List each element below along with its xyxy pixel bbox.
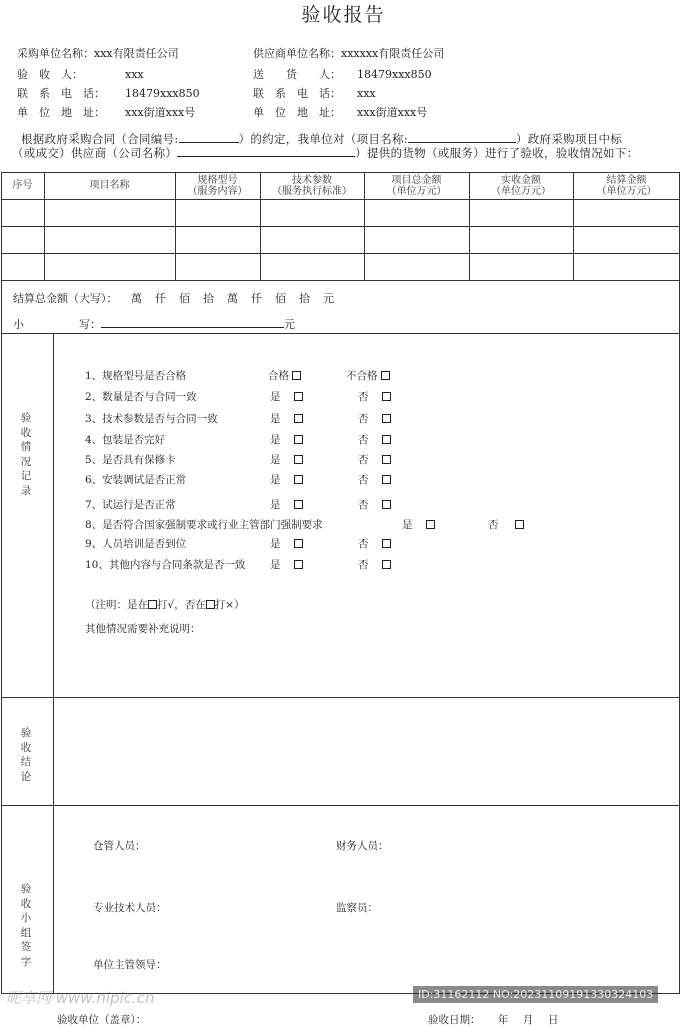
purchaser-row — [17, 45, 179, 61]
check-item-text: 5、是否具有保修卡 — [85, 454, 176, 466]
address-label: 单 位 地 址： — [17, 106, 105, 119]
acceptance-date-value: 年 月 日 — [497, 1014, 561, 1026]
checkbox[interactable] — [426, 520, 435, 529]
checkbox[interactable] — [382, 392, 391, 401]
other-notes-label: 其他情况需要补充说明： — [85, 623, 201, 635]
acceptance-date-row — [428, 1012, 560, 1027]
record-section-label: 验收情况记录 — [20, 412, 32, 497]
deliverer-value: 18479xxx850 — [357, 68, 432, 81]
acceptor-label: 验 收 人： — [17, 68, 83, 81]
divider — [1, 333, 680, 334]
checkbox-sample — [206, 600, 215, 609]
finance-sign-label: 财务人员： — [336, 840, 389, 852]
watermark-logo: 昵享网 www.nipic.cn — [6, 989, 155, 1007]
conclusion-section-label: 验收结论 — [20, 727, 32, 783]
divider — [1, 280, 680, 281]
checkbox[interactable] — [294, 500, 303, 509]
watermark-id: ID:31162112 NO:20231109191330324103 — [413, 986, 658, 1003]
col-header-settlement-amount: 结算金额 （单位万元） — [596, 175, 657, 197]
supplier-value: xxxxxx有限责任公司 — [341, 47, 445, 60]
acceptance-text: ）提供的货物（或服务）进行了验收，验收情况如下： — [355, 146, 639, 160]
checkbox[interactable] — [294, 539, 303, 548]
check-no: 否 — [358, 497, 391, 512]
check-no: 不合格 — [346, 368, 390, 383]
total-lowercase-label: 小 写： — [13, 318, 101, 331]
checkbox[interactable] — [294, 414, 303, 423]
check-yes: 是 — [270, 536, 303, 551]
check-item-text: 8、是否符合国家强制要求或行业主管部门强制要求 — [85, 519, 323, 531]
supervisor-sign-label: 监察员： — [336, 902, 378, 914]
total-lowercase-row — [13, 316, 295, 332]
total-lowercase-blank — [101, 316, 284, 328]
col-header-seq: 序号 — [12, 180, 33, 191]
checkbox[interactable] — [515, 520, 524, 529]
phone-row — [17, 85, 200, 101]
check-no: 否 — [358, 472, 391, 487]
acceptance-date-label: 验收日期： — [428, 1014, 481, 1026]
phone-value: 18479xxx850 — [125, 87, 200, 100]
check-yes: 是 — [270, 497, 303, 512]
checkbox[interactable] — [294, 475, 303, 484]
checkbox[interactable] — [382, 539, 391, 548]
acceptor-value: xxx — [125, 68, 144, 81]
check-yes: 是 — [270, 452, 303, 467]
acceptance-unit-label: 验收单位（盖章）： — [57, 1014, 147, 1026]
checkbox[interactable] — [382, 414, 391, 423]
check-no: 否 — [358, 536, 391, 551]
checkbox[interactable] — [382, 560, 391, 569]
check-yes: 合格 — [268, 368, 301, 383]
check-item-text: 6、安装调试是否正常 — [85, 474, 187, 486]
deliverer-row — [253, 66, 432, 82]
page-title: 验收报告 — [301, 4, 386, 26]
check-yes: 是 — [270, 472, 303, 487]
check-item-text: 3、技术参数是否与合同一致 — [85, 413, 218, 425]
check-yes: 是 — [270, 557, 303, 572]
checkbox[interactable] — [292, 371, 301, 380]
contract-no-label: 根据政府采购合同（合同编号: — [21, 132, 179, 146]
purchaser-value: xxx有限责任公司 — [94, 47, 179, 60]
divider — [53, 333, 54, 994]
company-name-blank — [177, 145, 355, 157]
purchaser-label: 采购单位名称： — [17, 47, 94, 60]
checkbox[interactable] — [382, 500, 391, 509]
check-yes: 是 — [402, 517, 435, 532]
checkbox[interactable] — [294, 455, 303, 464]
checkbox[interactable] — [382, 475, 391, 484]
divider — [1, 253, 680, 254]
project-name-blank — [408, 131, 516, 143]
checkbox[interactable] — [382, 455, 391, 464]
supplier-address-row — [253, 104, 427, 120]
check-yes: 是 — [270, 411, 303, 426]
leader-sign-label: 单位主管领导： — [93, 959, 167, 971]
checkbox[interactable] — [294, 392, 303, 401]
supplier-address-value: xxx街道xxx号 — [357, 106, 428, 119]
col-header-item-name: 项目名称 — [89, 180, 130, 191]
checkbox-sample — [148, 600, 157, 609]
supplier-phone-value: xxx — [357, 87, 376, 100]
total-uppercase-row — [13, 290, 335, 306]
total-uppercase-label: 结算总金额（大写）： — [13, 292, 118, 305]
check-note: （注明：是在 打√，否在 打×） — [85, 599, 245, 611]
deliverer-label: 送 货 人： — [253, 68, 341, 81]
check-no: 否 — [358, 432, 391, 447]
address-value: xxx街道xxx号 — [125, 106, 196, 119]
col-header-tech-params: 技术参数 （服务执行标准） — [272, 175, 352, 197]
supplier-phone-label: 联 系 电 话： — [253, 87, 341, 100]
check-no: 否 — [358, 557, 391, 572]
divider — [1, 697, 680, 698]
bid-label: ）政府采购项目中标 — [515, 132, 623, 146]
check-yes: 是 — [270, 432, 303, 447]
sign-section-label: 验收小组签字 — [20, 883, 32, 968]
total-uppercase-units: 萬 仟 佰 拾 萬 仟 佰 拾 元 — [131, 292, 335, 305]
warehouse-sign-label: 仓管人员： — [93, 840, 146, 852]
check-yes: 是 — [270, 389, 303, 404]
check-item-text: 7、试运行是否正常 — [85, 499, 176, 511]
phone-label: 联 系 电 话： — [17, 87, 105, 100]
agreement-line-2 — [12, 145, 638, 161]
supplier-row — [253, 45, 444, 61]
col-header-received-amount: 实收金额 （单位万元） — [491, 175, 551, 197]
contract-no-blank — [179, 131, 239, 143]
divider — [1, 805, 680, 806]
total-yuan: 元 — [284, 318, 295, 331]
col-header-total-amount: 项目总金额 （单位万元） — [386, 175, 447, 197]
check-no: 否 — [358, 411, 391, 426]
checkbox[interactable] — [381, 371, 390, 380]
supplier-phone-row — [253, 85, 376, 101]
checkbox[interactable] — [382, 435, 391, 444]
company-name-label: （或成交）供应商（公司名称） — [12, 146, 178, 160]
checkbox[interactable] — [294, 435, 303, 444]
divider — [1, 226, 680, 227]
check-item-text: 4、包装是否完好 — [85, 434, 166, 446]
check-no: 否 — [488, 517, 524, 532]
check-item-text: 10、其他内容与合同条款是否一致 — [85, 559, 246, 571]
address-row — [17, 104, 195, 120]
project-name-label: ）的约定，我单位对（项目名称: — [238, 132, 408, 146]
acceptor-row — [17, 66, 144, 82]
tech-sign-label: 专业技术人员： — [93, 902, 167, 914]
check-item-text: 1、规格型号是否合格 — [85, 370, 187, 382]
col-header-spec: 规格型号 （服务内容） — [187, 175, 248, 197]
supplier-address-label: 单 位 地 址： — [253, 106, 341, 119]
check-no: 否 — [358, 452, 391, 467]
divider — [1, 199, 680, 200]
supplier-label: 供应商单位名称： — [253, 47, 341, 60]
check-item-text: 9、人员培训是否到位 — [85, 538, 187, 550]
checkbox[interactable] — [294, 560, 303, 569]
check-item-text: 2、数量是否与合同一致 — [85, 391, 197, 403]
check-no: 否 — [358, 389, 391, 404]
